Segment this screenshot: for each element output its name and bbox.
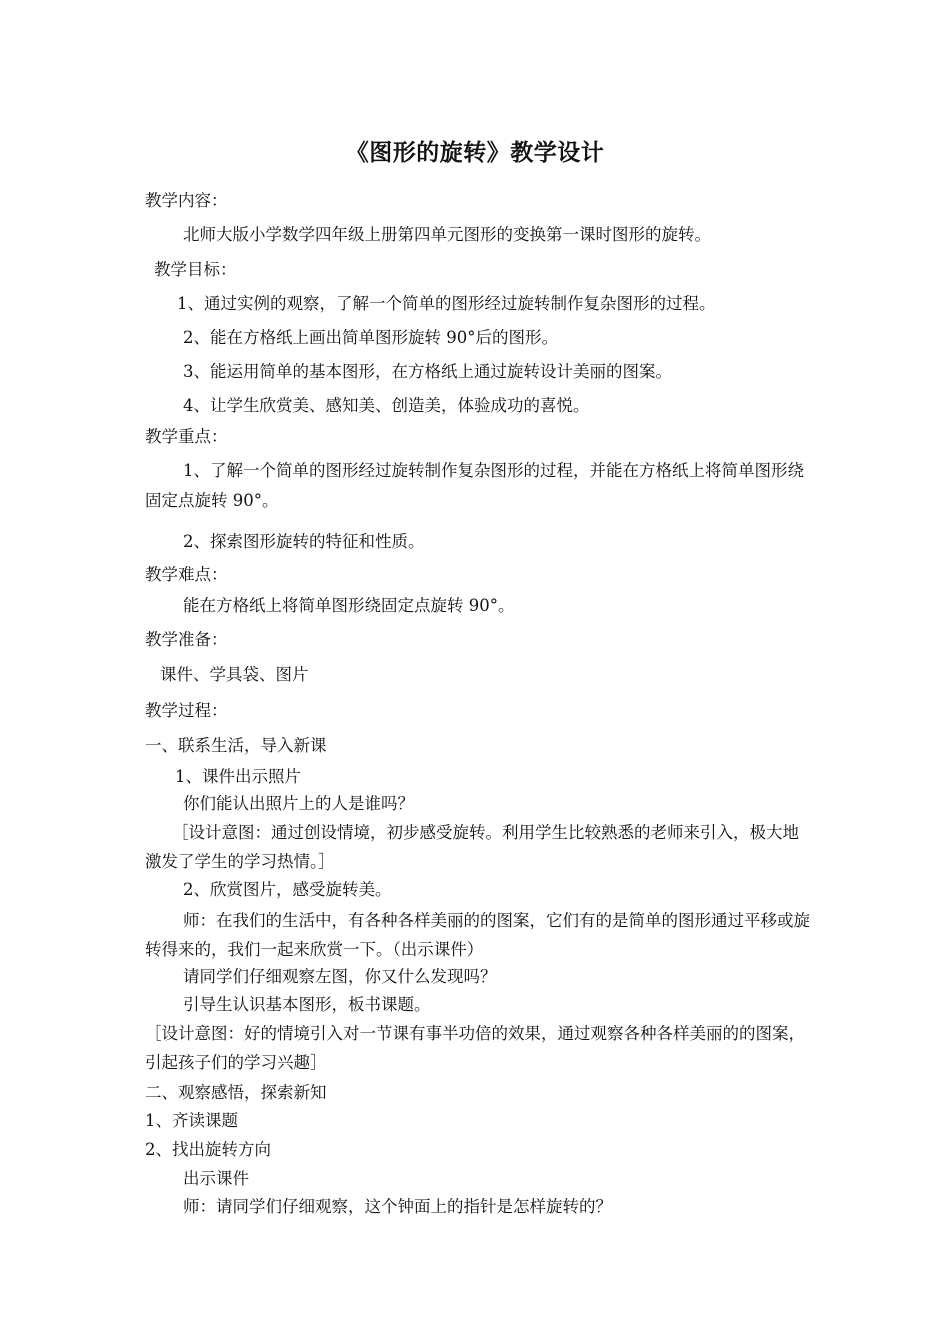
list-item: 1、齐读课题	[145, 1111, 238, 1130]
heading-preparation: 教学准备：	[145, 630, 228, 649]
section-heading: 二、观察感悟，探索新知	[145, 1083, 327, 1102]
heading-key-points: 教学重点：	[145, 427, 228, 446]
paragraph: 1、了解一个简单的图形经过旋转制作复杂图形的过程，并能在方格纸上将简单图形绕固定点旋转 90°。	[145, 461, 804, 510]
paragraph: 师：请同学们仔细观察，这个钟面上的指针是怎样旋转的？	[183, 1197, 612, 1216]
heading-process: 教学过程：	[145, 701, 228, 720]
paragraph: 能在方格纸上将简单图形绕固定点旋转 90°。	[183, 596, 515, 615]
paragraph: 北师大版小学数学四年级上册第四单元图形的变换第一课时图形的旋转。	[183, 225, 711, 244]
paragraph: 你们能认出照片上的人是谁吗？	[183, 794, 414, 813]
heading-teaching-content: 教学内容：	[145, 191, 228, 210]
list-item: 4、让学生欣赏美、感知美、创造美，体验成功的喜悦。	[183, 396, 590, 415]
heading-teaching-goals: 教学目标：	[154, 260, 237, 279]
paragraph: 请同学们仔细观察左图，你又什么发现吗？	[183, 967, 497, 986]
list-item: 1、通过实例的观察，了解一个简单的图形经过旋转制作复杂图形的过程。	[177, 294, 716, 313]
heading-difficulties: 教学难点：	[145, 565, 228, 584]
paragraph: 引导生认识基本图形，板书课题。	[183, 995, 431, 1014]
list-item: 2、探索图形旋转的特征和性质。	[183, 532, 425, 551]
paragraph: 师：在我们的生活中，有各种各样美丽的的图案，它们有的是简单的图形通过平移或旋转得来的，我们一起来欣赏一下。（出示课件）	[145, 911, 810, 959]
list-item: 2、找出旋转方向	[145, 1140, 271, 1159]
design-intent-note: ［设计意图：通过创设情境，初步感受旋转。利用学生比较熟悉的老师来引入，极大地激发了学生的学习热情。］	[145, 823, 799, 871]
list-item: 2、能在方格纸上画出简单图形旋转 90°后的图形。	[183, 328, 558, 347]
document-title: 《图形的旋转》教学设计	[345, 139, 605, 166]
paragraph: 课件、学具袋、图片	[160, 665, 309, 684]
list-item: 2、欣赏图片，感受旋转美。	[183, 880, 392, 899]
design-intent-note: ［设计意图：好的情境引入对一节课有事半功倍的效果，通过观察各种各样美丽的的图案，引起孩子们的学习兴趣］	[145, 1024, 805, 1072]
section-heading: 一、联系生活，导入新课	[145, 736, 327, 755]
list-item: 1、课件出示照片	[175, 767, 301, 786]
list-item: 3、能运用简单的基本图形，在方格纸上通过旋转设计美丽的图案。	[183, 362, 672, 381]
paragraph: 出示课件	[183, 1169, 249, 1188]
